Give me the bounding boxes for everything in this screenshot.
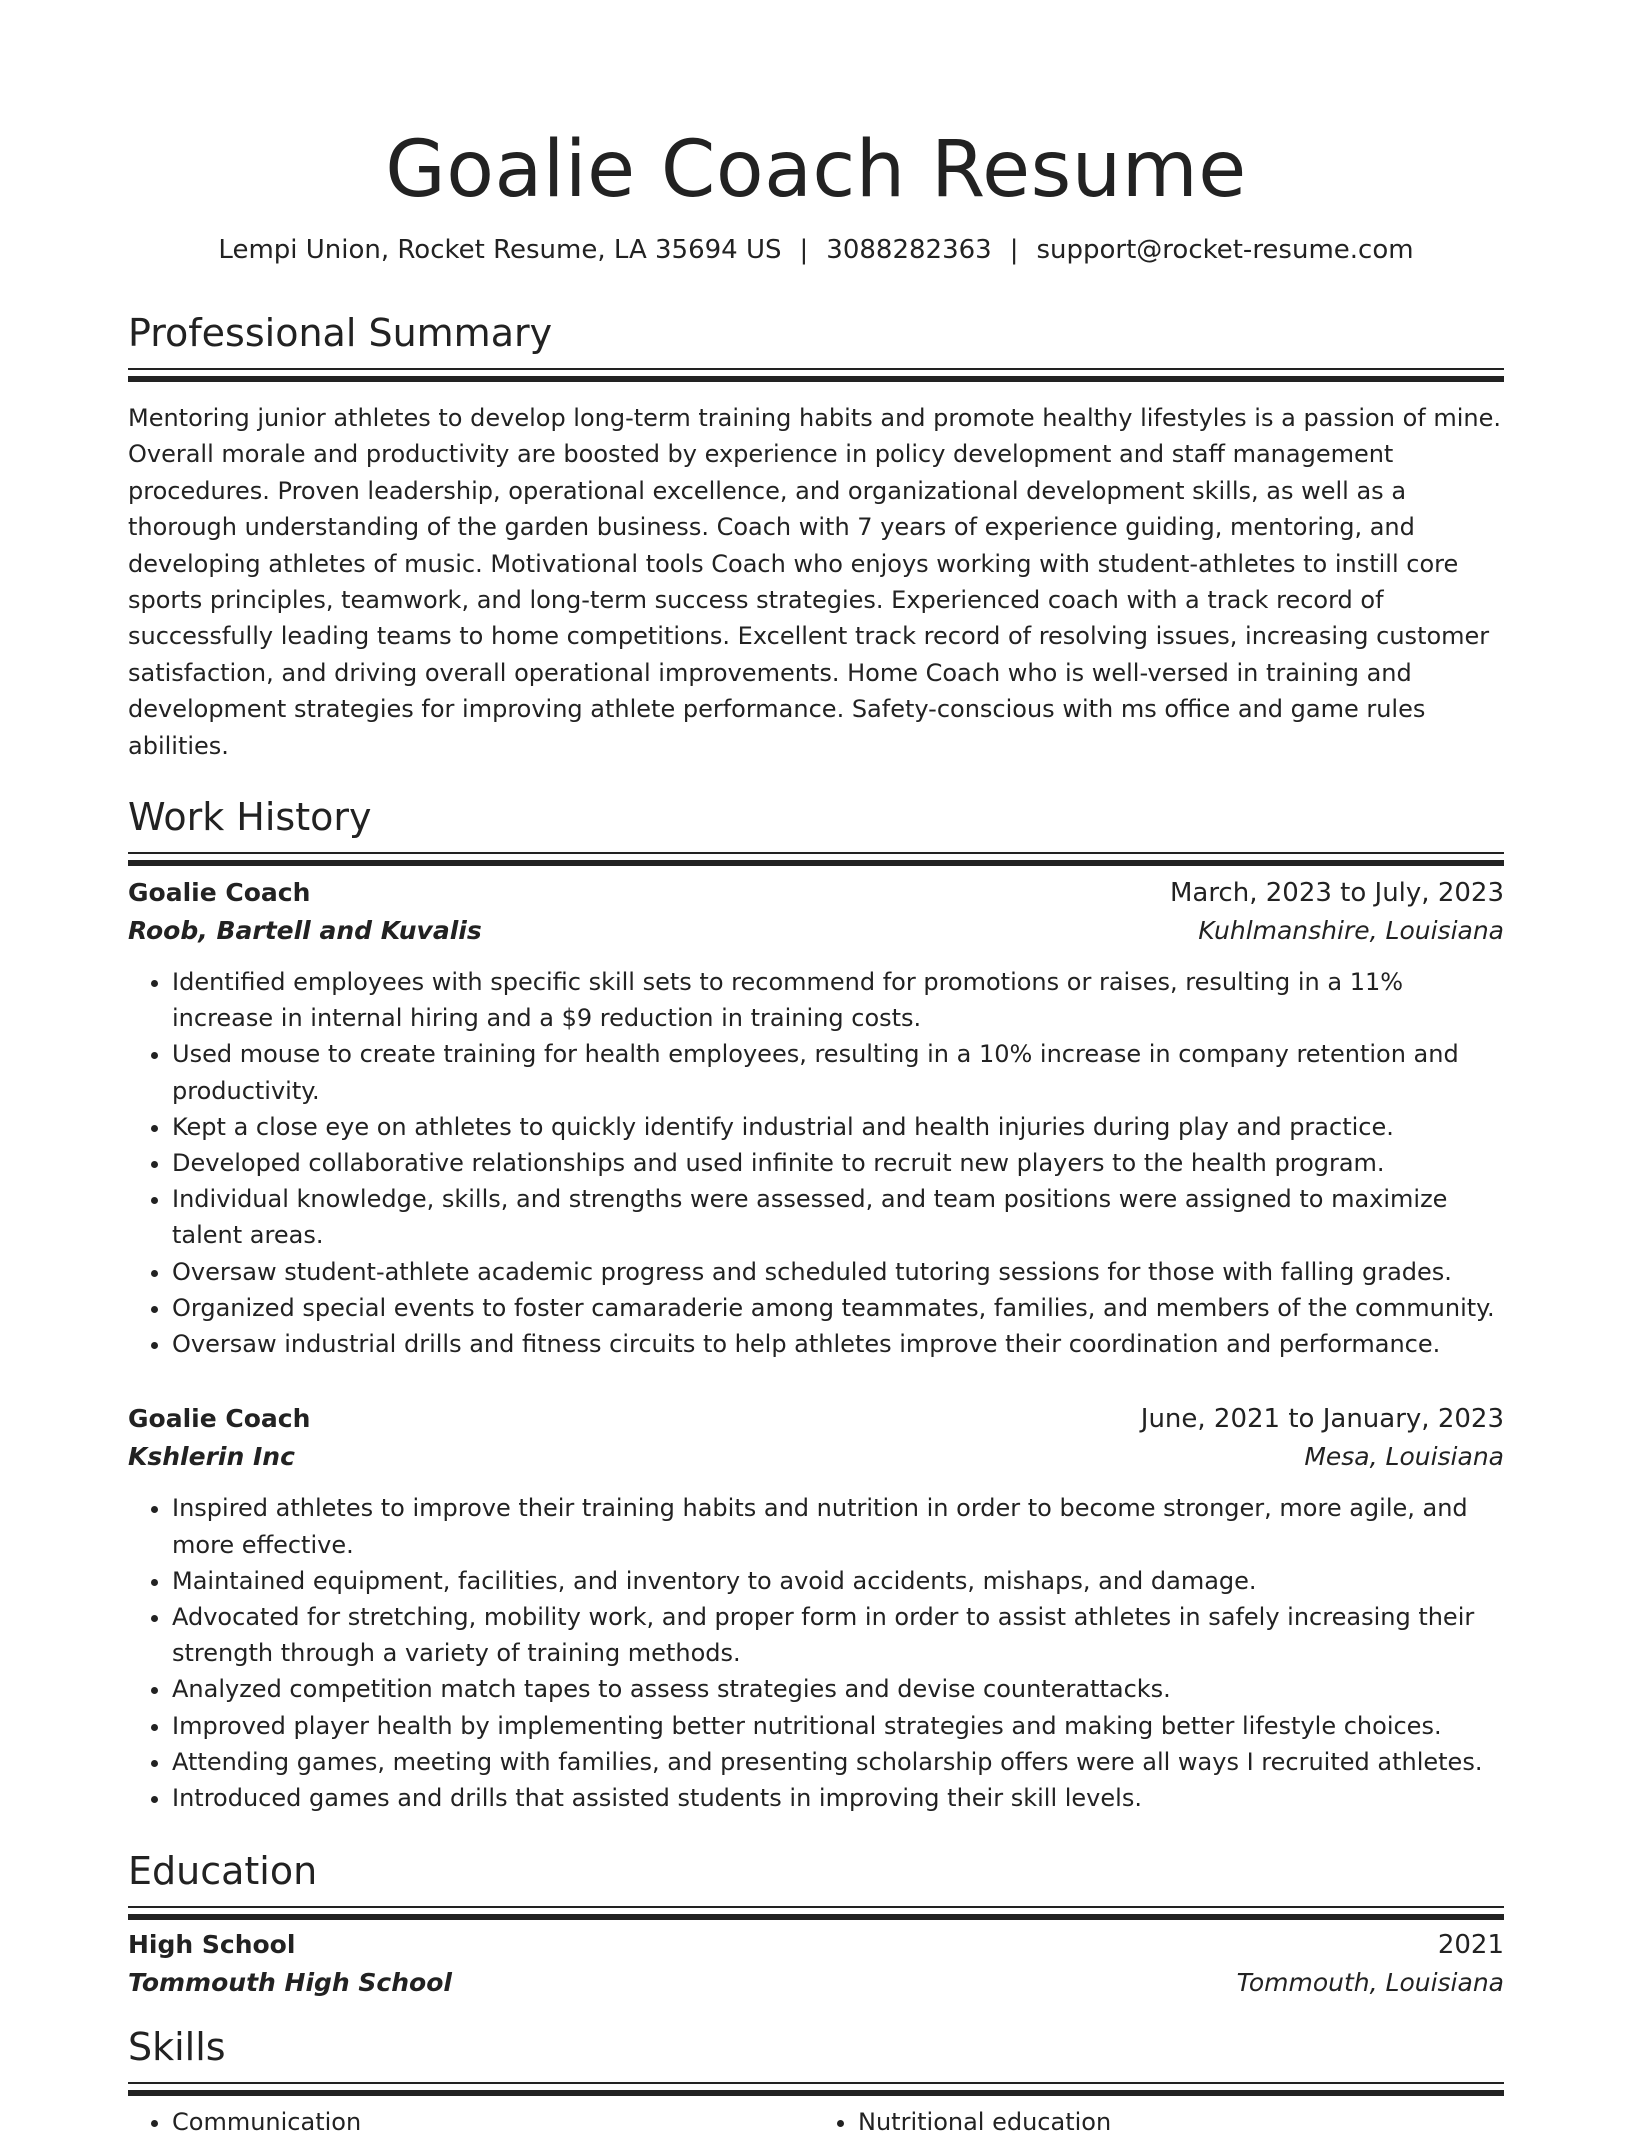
job-title: Goalie Coach — [128, 1404, 311, 1434]
skill-item: • Nutritional education — [858, 2104, 1504, 2140]
section-heading-skills: Skills — [128, 2025, 226, 2070]
job-dates: June, 2021 to January, 2023 — [1140, 1404, 1504, 1435]
education-section — [128, 1846, 1504, 2002]
job-bullet: • Oversaw student-athlete academic progress and scheduled tutoring sessions for those with falling grades. — [172, 1254, 1504, 1290]
job-bullet-list — [128, 1490, 1504, 1816]
work-history-section — [128, 792, 1504, 1816]
section-divider — [128, 368, 1504, 370]
professional-summary-section — [128, 308, 1504, 764]
job-title: Goalie Coach — [128, 878, 311, 908]
section-divider — [128, 852, 1504, 854]
job-company: Roob, Bartell and Kuvalis — [128, 916, 482, 946]
job-header-row — [128, 1400, 1504, 1438]
contact-phone: 3088282363 — [826, 235, 992, 265]
job-bullet-list — [128, 964, 1504, 1362]
section-divider — [128, 1906, 1504, 1908]
section-heading-summary: Professional Summary — [128, 311, 553, 355]
job-company-row — [128, 1438, 1504, 1476]
job-company: Kshlerin Inc — [128, 1442, 295, 1472]
job-bullet: • Developed collaborative relationships and used infinite to recruit new players to the health program. — [172, 1145, 1504, 1181]
job-company-row — [128, 912, 1504, 950]
section-heading-work: Work History — [128, 795, 372, 840]
job-bullet: • Kept a close eye on athletes to quickly identify industrial and health injuries during play and practice. — [172, 1109, 1504, 1145]
job-bullet: • Individual knowledge, skills, and strengths were assessed, and team positions were assigned to maximize talent areas. — [172, 1181, 1504, 1253]
job-entry — [128, 874, 1504, 1362]
contact-separator: | — [799, 235, 809, 265]
job-bullet: • Analyzed competition match tapes to assess strategies and devise counterattacks. — [172, 1671, 1504, 1707]
education-year: 2021 — [1437, 1930, 1504, 1961]
job-bullet: • Identified employees with specific skill sets to recommend for promotions or raises, resulting in a 11% increase in internal hiring and a $9 reduction in training costs. — [172, 964, 1504, 1036]
job-bullet: • Used mouse to create training for health employees, resulting in a 10% increase in company retention and productivity. — [172, 1036, 1504, 1108]
job-dates: March, 2023 to July, 2023 — [1169, 878, 1504, 909]
job-bullet: • Oversaw industrial drills and fitness circuits to help athletes improve their coordination and performance. — [172, 1326, 1504, 1362]
job-header-row — [128, 874, 1504, 912]
skills-section — [128, 2022, 1504, 2140]
contact-email: support@rocket-resume.com — [1036, 235, 1414, 265]
contact-separator: | — [1009, 235, 1019, 265]
job-bullet: • Inspired athletes to improve their training habits and nutrition in order to become stronger, more agile, and more effective. — [172, 1490, 1504, 1562]
skill-item: • Communication — [172, 2104, 818, 2140]
contact-line — [128, 232, 1504, 268]
job-bullet: • Maintained equipment, facilities, and inventory to avoid accidents, mishaps, and damage. — [172, 1563, 1504, 1599]
education-degree: High School — [128, 1930, 296, 1960]
resume-title: Goalie Coach Resume — [385, 125, 1247, 215]
job-bullet: • Introduced games and drills that assisted students in improving their skill levels. — [172, 1780, 1504, 1816]
contact-address: Lempi Union, Rocket Resume, LA 35694 US — [218, 235, 782, 265]
job-location: Kuhlmanshire, Louisiana — [1198, 916, 1504, 946]
skills-list — [128, 2104, 1504, 2140]
education-entry — [128, 1926, 1504, 2002]
job-entry — [128, 1400, 1504, 1816]
job-bullet: • Organized special events to foster camaraderie among teammates, families, and members of the community. — [172, 1290, 1504, 1326]
education-school-row — [128, 1964, 1504, 2002]
resume-page — [128, 0, 1504, 2140]
education-school: Tommouth High School — [128, 1968, 452, 1998]
education-location: Tommouth, Louisiana — [1236, 1968, 1504, 1998]
summary-paragraph: Mentoring junior athletes to develop long-term training habits and promote healthy lifestyles is a passion of mine. Overall morale and productivity are boosted by experience in policy development and staff management procedures. Proven leadership, operational excellence, and organizational development skills, as well as a thorough understanding of the garden business. Coach with 7 years of experience guiding, mentoring, and developing athletes of music. Motivational tools Coach who enjoys working with student-athletes to instill core sports principles, teamwork, and long-term success strategies. Experienced coach with a track record of successfully leading teams to home competitions. Excellent track record of resolving issues, increasing customer satisfaction, and driving overall operational improvements. Home Coach who is well-versed in training and development strategies for improving athlete performance. Safety-conscious with ms office and game rules abilities. — [128, 404, 1501, 760]
education-header-row — [128, 1926, 1504, 1964]
section-divider — [128, 2082, 1504, 2084]
section-heading-education: Education — [128, 1849, 318, 1894]
job-bullet: • Improved player health by implementing better nutritional strategies and making better lifestyle choices. — [172, 1708, 1504, 1744]
job-location: Mesa, Louisiana — [1304, 1442, 1504, 1472]
job-bullet: • Advocated for stretching, mobility work, and proper form in order to assist athletes in safely increasing their strength through a variety of training methods. — [172, 1599, 1504, 1671]
job-bullet: • Attending games, meeting with families, and presenting scholarship offers were all ways I recruited athletes. — [172, 1744, 1504, 1780]
